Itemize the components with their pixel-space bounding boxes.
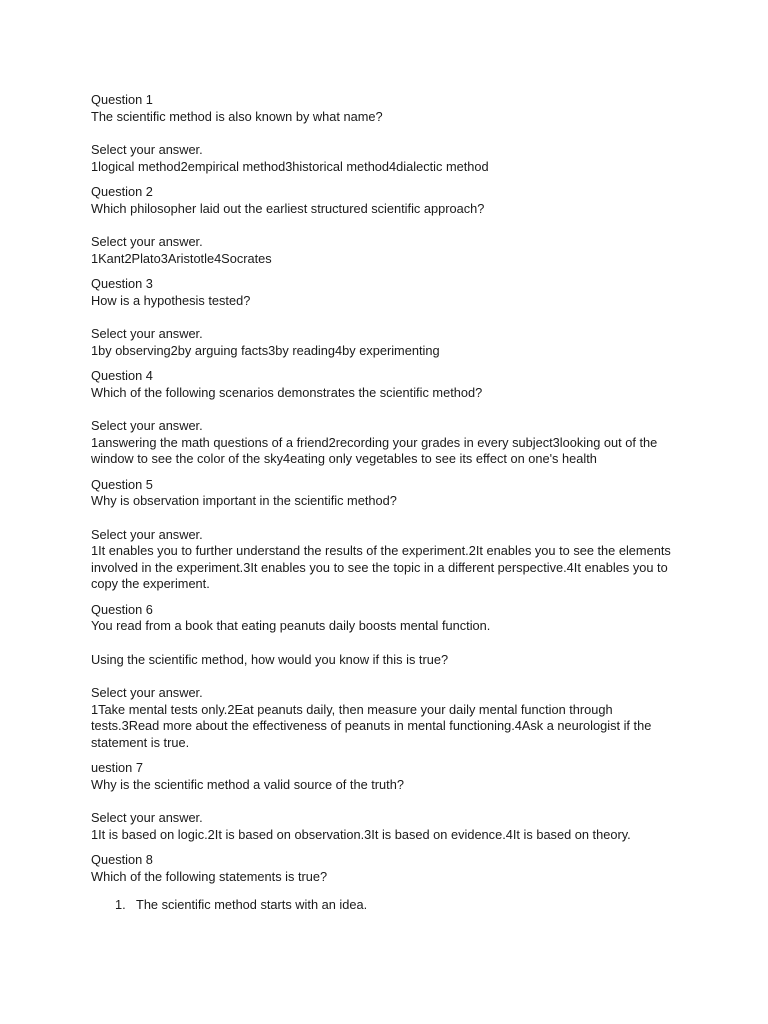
answer-options: 1logical method2empirical method3historical method4dialectic method bbox=[91, 158, 489, 174]
select-answer-label: Select your answer. bbox=[91, 418, 203, 433]
select-answer-label: Select your answer. bbox=[91, 326, 203, 341]
question-heading: Question 2 bbox=[91, 184, 153, 199]
answer-options: 1Kant2Plato3Aristotle4Socrates bbox=[91, 250, 272, 266]
question-heading: Question 8 bbox=[91, 852, 153, 867]
question-heading: Question 5 bbox=[91, 476, 153, 492]
select-answer-label: Select your answer. bbox=[91, 142, 203, 157]
question-block bbox=[91, 92, 691, 175]
question-heading: Question 3 bbox=[91, 276, 153, 291]
question-prompt: Why is observation important in the scientific method? bbox=[91, 493, 397, 508]
question-prompt: Which philosopher laid out the earliest structured scientific approach? bbox=[91, 200, 485, 216]
question-block bbox=[91, 276, 691, 359]
question-heading: Question 4 bbox=[91, 368, 153, 383]
statement-list bbox=[91, 897, 691, 914]
answer-options: 1It is based on logic.2It is based on observation.3It is based on evidence.4It is based on theory. bbox=[91, 826, 631, 842]
select-answer-label: Select your answer. bbox=[91, 234, 203, 249]
list-item bbox=[115, 897, 691, 914]
question-prompt: Which of the following scenarios demonstrates the scientific method? bbox=[91, 384, 483, 400]
list-item-text: The scientific method starts with an idea. bbox=[136, 897, 368, 912]
answer-options: 1It enables you to further understand the results of the experiment.2It enables you to see the elements involved in the experiment.3It enables you to see the topic in a different perspective.4It enables you to copy the experiment. bbox=[91, 543, 671, 591]
question-block bbox=[91, 184, 691, 267]
question-heading: uestion 7 bbox=[91, 760, 143, 775]
select-answer-label: Select your answer. bbox=[91, 685, 203, 700]
question-prompt: The scientific method is also known by what name? bbox=[91, 108, 383, 124]
question-prompt: Which of the following statements is true? bbox=[91, 868, 328, 884]
question-prompt: Why is the scientific method a valid source of the truth? bbox=[91, 776, 404, 792]
answer-options: 1by observing2by arguing facts3by reading4by experimenting bbox=[91, 342, 440, 358]
list-item-number: 1. bbox=[115, 897, 126, 912]
question-block bbox=[91, 477, 691, 593]
select-answer-label: Select your answer. bbox=[91, 810, 203, 825]
quiz-content bbox=[91, 92, 691, 923]
question-block bbox=[91, 760, 691, 843]
answer-options: 1answering the math questions of a friend2recording your grades in every subject3looking out of the window to see the color of the sky4eating only vegetables to see its effect on one's health bbox=[91, 434, 658, 466]
question-block bbox=[91, 852, 691, 914]
question-prompt: How is a hypothesis tested? bbox=[91, 292, 251, 308]
question-heading: Question 1 bbox=[91, 92, 153, 107]
question-prompt-secondary: Using the scientific method, how would you know if this is true? bbox=[91, 651, 449, 667]
answer-options: 1Take mental tests only.2Eat peanuts daily, then measure your daily mental function through tests.3Read more about the effectiveness of peanuts in mental functioning.4Ask a neurologist if the statement is true. bbox=[91, 701, 652, 750]
select-answer-label: Select your answer. bbox=[91, 526, 203, 542]
question-block bbox=[91, 368, 691, 468]
question-prompt: You read from a book that eating peanuts daily boosts mental function. bbox=[91, 618, 491, 633]
question-heading: Question 6 bbox=[91, 601, 153, 617]
question-block bbox=[91, 602, 691, 752]
